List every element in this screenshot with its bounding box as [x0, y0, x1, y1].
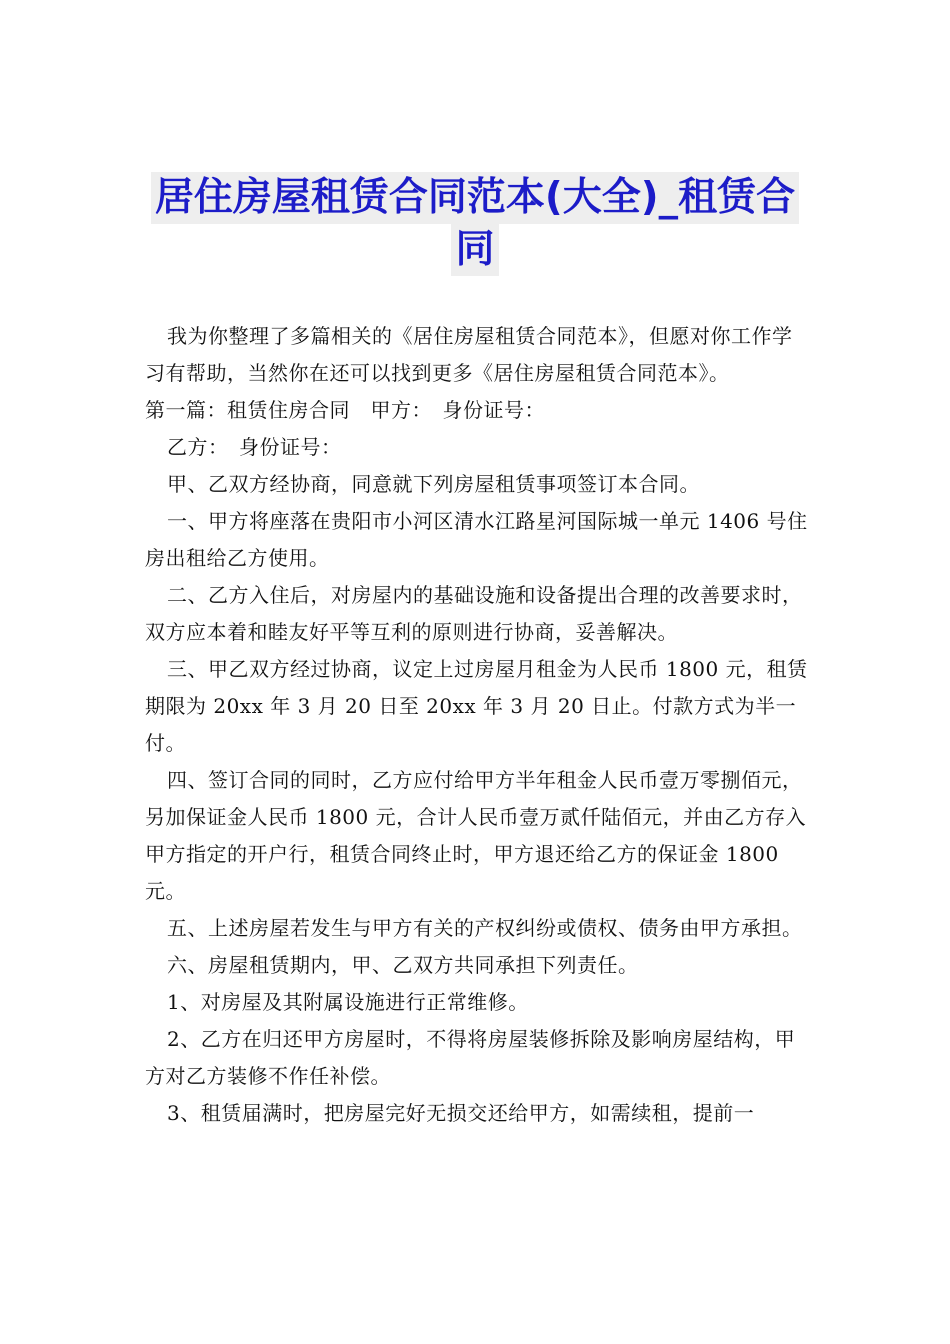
title-line-2: 同: [451, 224, 498, 276]
document-body: [145, 318, 810, 1132]
paragraph-intro: 我为你整理了多篇相关的《居住房屋租赁合同范本》，但愿对你工作学习有帮助，当然你在还可以找到更多《居住房屋租赁合同范本》。: [145, 324, 793, 385]
paragraph-item-1: 1、对房屋及其附属设施进行正常维修。: [167, 990, 529, 1014]
paragraph-clause-2: 二、乙方入住后，对房屋内的基础设施和设备提出合理的改善要求时，双方应本着和睦友好平等互利的原则进行协商，妥善解决。: [145, 583, 803, 644]
paragraph-item-3: 3、租赁届满时，把房屋完好无损交还给甲方，如需续租，提前一: [167, 1101, 755, 1125]
paragraph-clause-5: 五、上述房屋若发生与甲方有关的产权纠纷或债权、债务由甲方承担。: [167, 916, 803, 940]
paragraph-clause-6: 六、房屋租赁期内，甲、乙双方共同承担下列责任。: [167, 953, 639, 977]
title-line-1: 居住房屋租赁合同范本(大全)_租赁合: [151, 172, 799, 224]
paragraph-agreement: 甲、乙双方经协商，同意就下列房屋租赁事项签订本合同。: [167, 472, 700, 496]
document-title: [120, 172, 830, 276]
paragraph-party-b: 乙方： 身份证号：: [167, 435, 342, 459]
paragraph-section-heading: 第一篇：租赁住房合同 甲方： 身份证号：: [145, 398, 545, 422]
paragraph-item-2: 2、乙方在归还甲方房屋时，不得将房屋装修拆除及影响房屋结构，甲方对乙方装修不作任补偿。: [145, 1027, 796, 1088]
paragraph-clause-1: 一、甲方将座落在贵阳市小河区清水江路星河国际城一单元 1406 号住房出租给乙方使用。: [145, 509, 808, 570]
paragraph-clause-4: 四、签订合同的同时，乙方应付给甲方半年租金人民币壹万零捌佰元，另加保证金人民币 1800 元，合计人民币壹万贰仟陆佰元，并由乙方存入甲方指定的开户行，租赁合同终止时，甲方退还给乙方的保证金 1800 元。: [145, 768, 807, 903]
paragraph-clause-3: 三、甲乙双方经过协商，议定上过房屋月租金为人民币 1800 元，租赁期限为 20xx 年 3 月 20 日至 20xx 年 3 月 20 日止。付款方式为半一付。: [145, 657, 808, 755]
